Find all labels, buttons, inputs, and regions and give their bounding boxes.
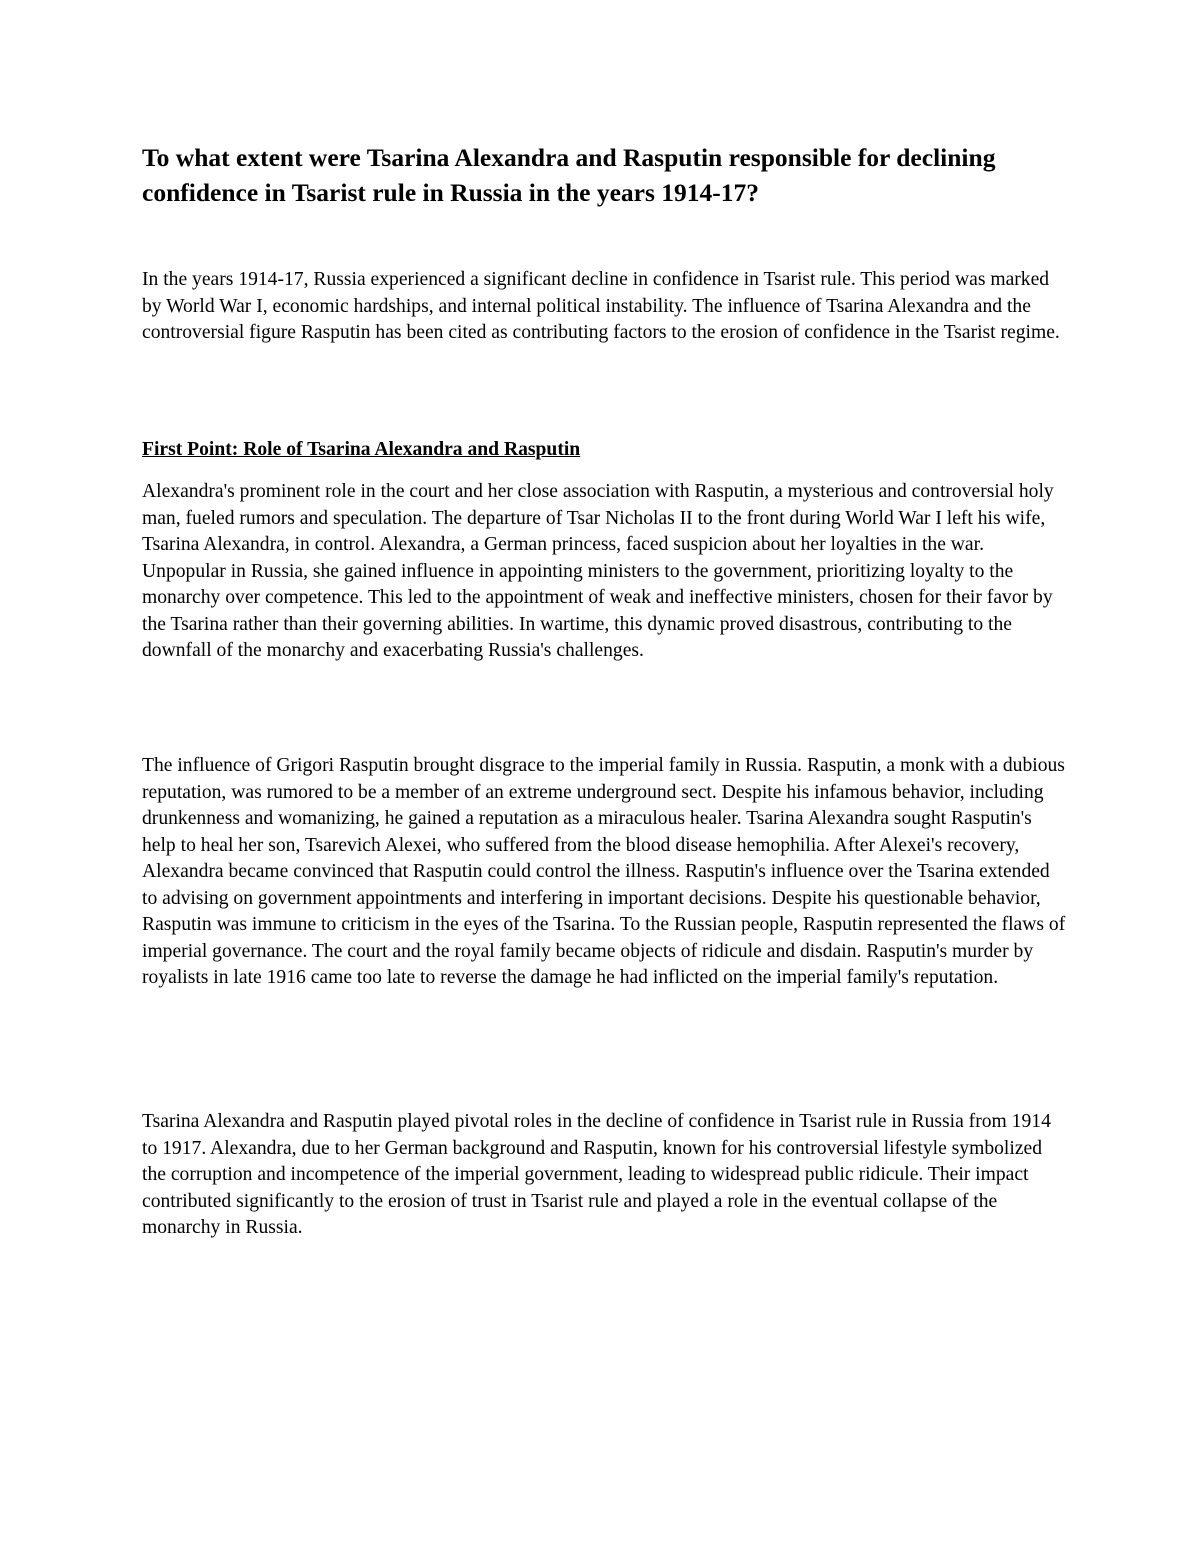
conclusion-paragraph: Tsarina Alexandra and Rasputin played pivotal roles in the decline of confidence in Tsarist rule in Russia from 1914 to 1917. Alexandra, due to her German background and Rasputin, known for his controversial lifestyle symbolized the corruption and incompetence of the imperial government, leading to widespread public ridicule. Their impact contributed significantly to the erosion of trust in Tsarist rule and played a role in the eventual collapse of the monarchy in Russia. [142, 1111, 1051, 1238]
intro-paragraph: In the years 1914-17, Russia experienced a significant decline in confidence in Tsarist rule. This period was marked by World War I, economic hardships, and internal political instability. The influence of Tsarina Alexandra and the controversial figure Rasputin has been cited as contributing factors to the erosion of confidence in the Tsarist regime. [142, 269, 1060, 343]
alexandra-paragraph: Alexandra's prominent role in the court and her close association with Rasputin, a mysterious and controversial holy man, fueled rumors and speculation. The departure of Tsar Nicholas II to the front during World War I left his wife, Tsarina Alexandra, in control. Alexandra, a German princess, faced suspicion about her loyalties in the war. Unpopular in Russia, she gained influence in appointing ministers to the government, prioritizing loyalty to the monarchy over competence. This led to the appointment of weak and ineffective ministers, chosen for their favor by the Tsarina rather than their governing abilities. In wartime, this dynamic proved disastrous, contributing to the downfall of the monarchy and exacerbating Russia's challenges. [142, 481, 1054, 661]
document-title: To what extent were Tsarina Alexandra and Rasputin responsible for declining confidence in Tsarist rule in Russia in the years 1914-17? [142, 143, 996, 207]
section-heading: First Point: Role of Tsarina Alexandra and Rasputin [142, 439, 581, 460]
rasputin-paragraph: The influence of Grigori Rasputin brought disgrace to the imperial family in Russia. Rasputin, a monk with a dubious reputation, was rumored to be a member of an extreme underground sect. Despite his infamous behavior, including drunkenness and womanizing, he gained a reputation as a miraculous healer. Tsarina Alexandra sought Rasputin's help to heal her son, Tsarevich Alexei, who suffered from the blood disease hemophilia. After Alexei's recovery, Alexandra became convinced that Rasputin could control the illness. Rasputin's influence over the Tsarina extended to advising on government appointments and interfering in important decisions. Despite his questionable behavior, Rasputin was immune to criticism in the eyes of the Tsarina. To the Russian people, Rasputin represented the flaws of imperial governance. The court and the royal family became objects of ridicule and disdain. Rasputin's murder by royalists in late 1916 came too late to reverse the damage he had inflicted on the imperial family's reputation. [142, 755, 1066, 988]
